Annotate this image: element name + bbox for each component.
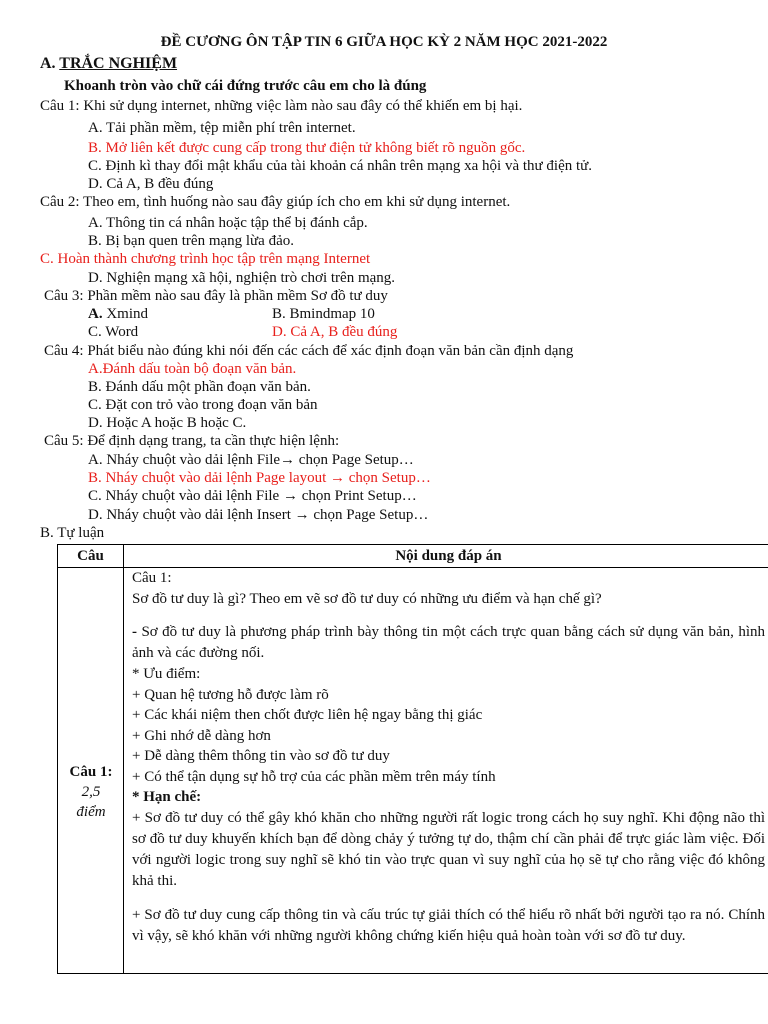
q3-option-b: B. Bmindmap 10 [272,306,375,322]
q3-option-d: D. Cả A, B đều đúng [272,324,398,340]
definition-dash: - [132,624,137,640]
q4-option-c: C. Đặt con trỏ vào trong đoạn văn bản [88,397,318,413]
table-cell-question-label [58,568,124,973]
answer-question-title: Câu 1: [132,570,172,586]
q4-option-b: B. Đánh dấu một phần đoạn văn bản. [88,379,311,395]
q4-question: Câu 4: Phát biểu nào đúng khi nói đến các cách để xác định đoạn văn bản cần định dạng [44,343,574,359]
q2-question: Câu 2: Theo em, tình huống nào sau đây giúp ích cho em khi sử dụng internet. [40,194,511,210]
q5-option-d: D. Nháy chuột vào dải lệnh Insert → chọn Page Setup… [88,507,429,523]
q2-option-a: A. Thông tin cá nhân hoặc tập thể bị đánh cắp. [88,215,368,231]
advantage-item: + Các khái niệm then chốt được liên hệ ngay bằng thị giác [132,707,483,723]
q3-option-a-prefix: A. [88,306,103,322]
q3-option-c: C. Word [88,324,139,340]
table-header-row [58,545,768,568]
q5-option-b: B. Nháy chuột vào dải lệnh Page layout → chọn Setup… [88,470,431,486]
row-points-unit: điểm [76,804,106,820]
section-a-label: TRẮC NGHIỆM [59,55,178,72]
section-a-prefix: A. [40,55,60,72]
row-label: Câu 1: [69,764,113,780]
table-header-content: Nội dung đáp án [395,548,502,564]
answer-definition [132,622,765,664]
q3-question: Câu 3: Phần mềm nào sau đây là phần mềm Sơ đồ tư duy [44,288,388,304]
answer-table [57,544,768,974]
q2-option-b: B. Bị bạn quen trên mạng lừa đảo. [88,233,295,249]
definition-text: Sơ đồ tư duy là phương pháp trình bày thông tin một cách trực quan bằng cách sử dụng văn bản, hình ảnh và các đường nối. [132,624,765,661]
q2-option-c: C. Hoàn thành chương trình học tập trên mạng Internet [40,251,371,267]
q2-option-d: D. Nghiện mạng xã hội, nghiện trò chơi trên mạng. [88,270,396,286]
row-label-block [58,762,124,822]
disadvantage-item: + Sơ đồ tư duy cung cấp thông tin và cấu trúc tự giải thích có thể hiểu rõ nhất bởi người tạo ra nó. Chính vì vậy, sẽ khó khăn với những người không chứng kiến hiệu quả hoàn toàn với sơ đồ tư duy. [132,906,765,944]
advantage-item: + Ghi nhớ dễ dàng hơn [132,727,271,744]
q1-option-c: C. Định kì thay đổi mật khẩu của tài khoản cá nhân trên mạng xa hội và thư điện tử. [88,158,593,174]
advantage-item: + Quan hệ tương hỗ được làm rõ [132,686,329,703]
q4-option-a: A.Đánh dấu toàn bộ đoạn văn bản. [88,361,297,377]
advantage-item: + Dễ dàng thêm thông tin vào sơ đồ tư duy [132,748,390,764]
q5-option-c: C. Nháy chuột vào dải lệnh File → chọn Print Setup… [88,488,417,504]
table-cell-answer [124,568,768,973]
section-a-heading [40,55,177,73]
section-b-heading: B. Tự luận [40,525,105,541]
q1-option-a: A. Tải phần mềm, tệp miễn phí trên internet. [88,120,356,136]
q4-option-d: D. Hoặc A hoặc B hoặc C. [88,415,247,431]
q3-option-a-text: Xmind [102,306,149,322]
table-header-question: Câu [58,545,124,567]
disadvantages-title: * Hạn chế: [132,789,202,805]
q5-option-a: A. Nháy chuột vào dải lệnh File→ chọn Page Setup… [88,452,414,468]
instruction: Khoanh tròn vào chữ cái đứng trước câu em cho là đúng [64,78,427,94]
q1-option-b: B. Mở liên kết được cung cấp trong thư điện tử không biết rõ nguồn gốc. [88,140,526,156]
row-points: 2,5 [81,784,101,800]
q5-question: Câu 5: Để định dạng trang, ta cần thực hiện lệnh: [44,433,340,449]
q1-question: Câu 1: Khi sử dụng internet, những việc làm nào sau đây có thể khiến em bị hại. [40,98,523,114]
document-title: ĐỀ CƯƠNG ÔN TẬP TIN 6 GIỮA HỌC KỲ 2 NĂM HỌC 2021-2022 [160,34,608,50]
spacer [132,609,765,622]
answer-question-text: Sơ đồ tư duy là gì? Theo em vẽ sơ đồ tư duy có những ưu điểm và hạn chế gì? [132,590,602,607]
q1-option-d: D. Cả A, B đều đúng [88,176,214,192]
q3-option-a [88,305,148,323]
advantages-title: * Ưu điểm: [132,666,201,682]
disadvantage-item: + Sơ đồ tư duy có thể gây khó khăn cho những người rất logic trong cách họ suy nghĩ. Khi động não thì sơ đồ tư duy khuyến khích bạn để dòng chảy ý tưởng tự do, thậm chí cần phải để trực giác làm việc. Đối với người logic trong suy nghĩ sẽ khó tin vào trực quan vì suy nghĩ của họ sẽ tự cho rằng việc đó không khả thi. [132,809,765,889]
advantage-item: + Có thể tận dụng sự hỗ trợ của các phần mềm trên máy tính [132,768,496,785]
spacer [132,892,765,905]
